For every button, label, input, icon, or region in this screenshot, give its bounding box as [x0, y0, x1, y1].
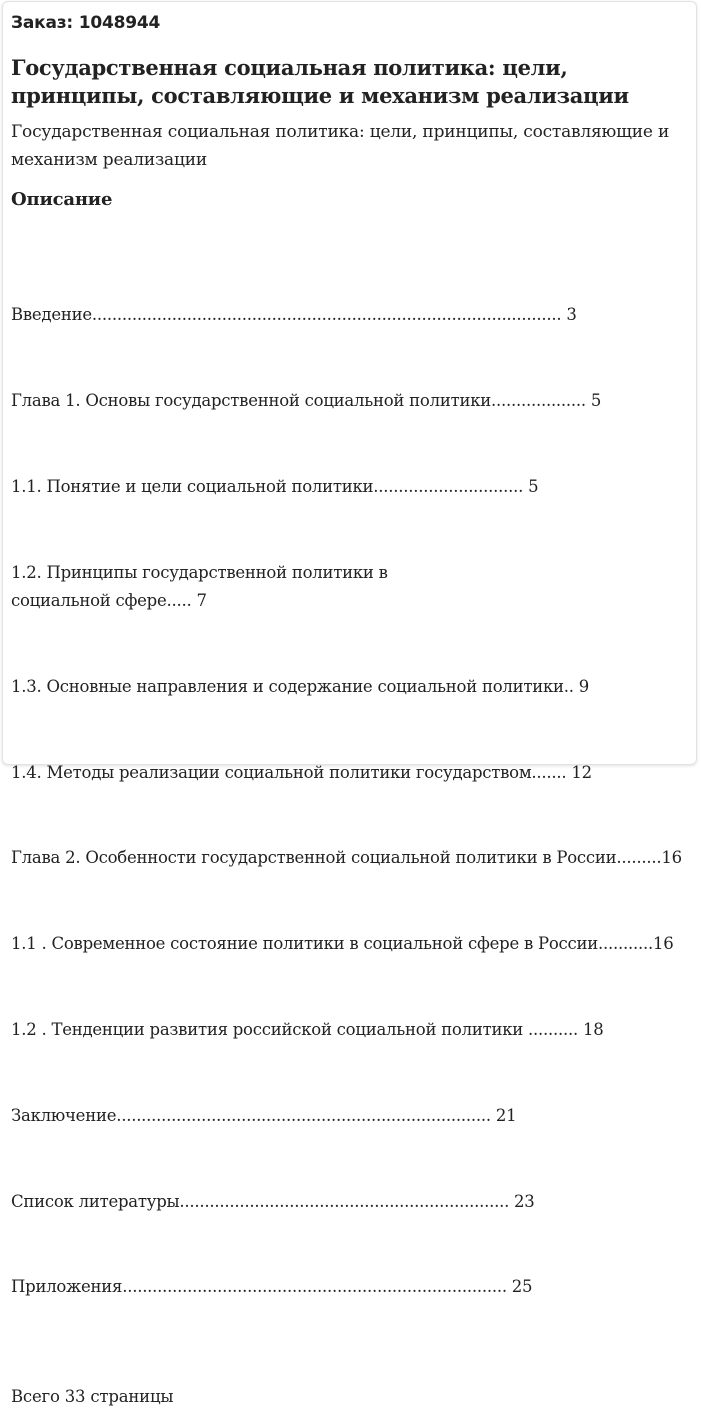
table-of-contents — [11, 244, 695, 1359]
toc-item: Список литературы.................................................................. 23 — [11, 1191, 535, 1211]
toc-item: 1.1 . Современное состояние политики в социальной сфере в России...........16 — [11, 934, 674, 954]
description-heading: Описание — [11, 189, 113, 210]
toc-item: Заключение........................................................................... 21 — [11, 1105, 517, 1125]
work-subtitle: Государственная социальная политика: цели, принципы, составляющие и механизм реализации — [11, 122, 670, 170]
work-title: Государственная социальная политика: цели, принципы, составляющие и механизм реализации — [11, 55, 629, 108]
toc-item: Введение.............................................................................................. 3 — [11, 305, 577, 325]
total-pages: Всего 33 страницы — [11, 1387, 174, 1407]
toc-item: Приложения............................................................................. 25 — [11, 1277, 533, 1297]
toc-item: 1.2 . Тенденции развития российской социальной политики .......... 18 — [11, 1020, 604, 1040]
toc-item: Глава 2. Особенности государственной социальной политики в России.........16 — [11, 848, 682, 868]
toc-item: 1.2. Принципы государственной политики в социальной сфере..... 7 — [11, 562, 388, 611]
order-number: Заказ: 1048944 — [11, 13, 161, 33]
toc-item: Глава 1. Основы государственной социальной политики................... 5 — [11, 390, 602, 410]
toc-item: 1.4. Методы реализации социальной политики государством....... 12 — [11, 762, 592, 782]
toc-item: 1.1. Понятие и цели социальной политики.............................. 5 — [11, 476, 539, 496]
card-content — [11, 12, 695, 1408]
order-card — [2, 1, 697, 1407]
toc-item: 1.3. Основные направления и содержание социальной политики.. 9 — [11, 676, 590, 696]
